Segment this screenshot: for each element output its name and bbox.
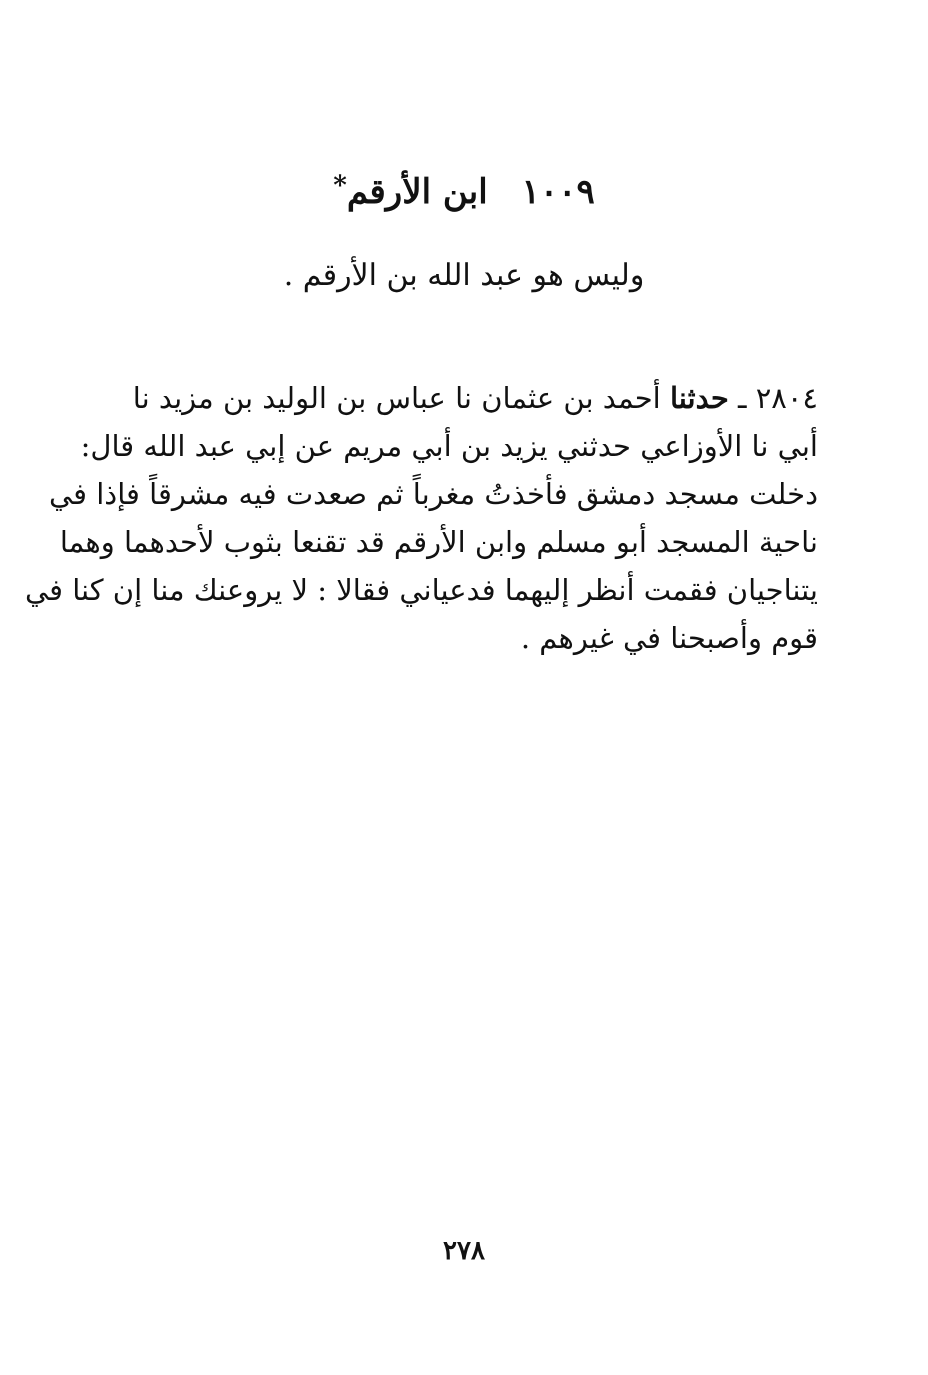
entry-subtitle: وليس هو عبد الله بن الأرقم . bbox=[283, 258, 645, 293]
hadith-number: ٢٨٠٤ ـ bbox=[737, 381, 818, 415]
hadith-line-3: دخلت مسجد دمشق فأخذتُ مغرباً ثم صعدت فيه مشرقاً فإذا في bbox=[48, 477, 818, 511]
hadith-line-5: يتناجيان فقمت أنظر إليهما فدعياني فقالا : لا يروعنك منا إن كنا في bbox=[24, 573, 818, 607]
hadith-paragraph bbox=[24, 374, 818, 662]
hadith-line-6: قوم وأصبحنا في غيرهم . bbox=[520, 621, 818, 655]
hadith-lead-word: حدثنا bbox=[669, 381, 729, 415]
hadith-line-1 bbox=[132, 374, 818, 422]
entry-number: ١٠٠٩ bbox=[521, 172, 595, 212]
entry-heading bbox=[0, 170, 928, 214]
hadith-line-4: ناحية المسجد أبو مسلم وابن الأرقم قد تقنعا بثوب لأحدهما وهما bbox=[59, 525, 818, 559]
hadith-line-text: أحمد بن عثمان نا عباس بن الوليد بن مزيد نا bbox=[132, 381, 661, 415]
footnote-mark: * bbox=[333, 171, 347, 201]
page-number: ٢٧٨ bbox=[443, 1236, 485, 1266]
entry-name: ابن الأرقم bbox=[346, 172, 488, 212]
hadith-line-2: أبي نا الأوزاعي حدثني يزيد بن أبي مريم عن إبي عبد الله قال: bbox=[80, 429, 818, 463]
